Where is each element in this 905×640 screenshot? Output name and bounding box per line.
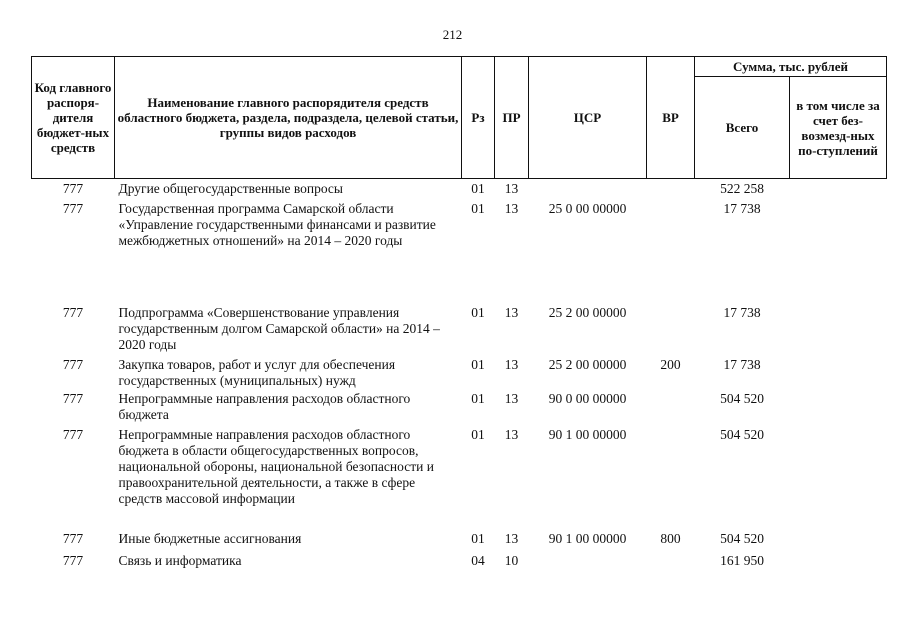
cell-name: Другие общегосударственные вопросы (118, 181, 343, 196)
header-rz: Рз (462, 57, 495, 179)
table-header (32, 57, 887, 179)
cell-rz: 01 (471, 200, 485, 216)
cell-rz: 01 (471, 530, 485, 546)
table-row (32, 427, 887, 531)
cell-total: 17 738 (723, 356, 761, 372)
cell-code: 777 (62, 304, 84, 320)
header-csr: ЦСР (529, 57, 647, 179)
cell-vr (647, 391, 695, 427)
cell-rz: 01 (471, 304, 485, 320)
cell-pr: 13 (504, 200, 519, 216)
cell-code: 777 (62, 181, 84, 196)
cell-total: 504 520 (720, 530, 764, 546)
cell-name: Связь и информатика (118, 552, 242, 568)
table-row (32, 531, 887, 553)
header-code: Код главного распоря-дителя бюджет-ных средств (32, 57, 115, 179)
cell-gratuitous (790, 179, 887, 201)
cell-name: Государственная программа Самарской области «Управление государственными финансами и развитие межбюджетных отношений» на 2014 – 2020 годы (118, 200, 436, 248)
cell-rz: 01 (471, 390, 485, 406)
cell-total: 504 520 (720, 426, 764, 442)
cell-code: 777 (62, 200, 84, 216)
cell-total: 17 738 (723, 200, 761, 216)
cell-vr (647, 553, 695, 575)
table-row (32, 179, 887, 201)
cell-csr: 90 0 00 00000 (548, 390, 627, 406)
table-row (32, 201, 887, 305)
page-number: 212 (442, 27, 463, 42)
cell-code: 777 (62, 426, 84, 442)
cell-gratuitous (790, 201, 887, 305)
cell-pr: 13 (504, 181, 519, 196)
cell-csr: 25 2 00 00000 (548, 304, 627, 320)
cell-vr: 800 (660, 530, 681, 546)
cell-pr: 10 (504, 552, 519, 568)
cell-gratuitous (790, 391, 887, 427)
cell-gratuitous (790, 553, 887, 575)
cell-csr: 90 1 00 00000 (548, 426, 627, 442)
cell-code: 777 (62, 390, 84, 406)
cell-pr: 13 (504, 356, 519, 372)
cell-vr (647, 427, 695, 531)
table-row (32, 391, 887, 427)
cell-rz: 01 (471, 181, 485, 196)
header-vr: ВР (647, 57, 695, 179)
cell-csr: 25 0 00 00000 (548, 200, 627, 216)
header-sum-group: Сумма, тыс. рублей (695, 57, 887, 77)
cell-vr: 200 (660, 356, 681, 372)
cell-csr (529, 553, 647, 575)
cell-name: Подпрограмма «Совершенствование управления государственным долгом Самарской области» на 2014 – 2020 годы (118, 304, 440, 352)
cell-total: 522 258 (720, 181, 764, 196)
header-pr: ПР (495, 57, 529, 179)
cell-csr: 90 1 00 00000 (548, 530, 627, 546)
cell-total: 17 738 (723, 304, 761, 320)
cell-csr (529, 179, 647, 201)
cell-name: Иные бюджетные ассигнования (118, 530, 302, 546)
cell-rz: 01 (471, 356, 485, 372)
cell-pr: 13 (504, 304, 519, 320)
cell-gratuitous (790, 531, 887, 553)
budget-table (31, 56, 887, 575)
cell-total: 161 950 (720, 552, 764, 568)
cell-name: Непрограммные направления расходов областного бюджета в области общегосударственных вопросов, национальной обороны, национальной безопасности и правоохранительной деятельности, а также в сфере средств массовой информации (118, 426, 434, 506)
header-name: Наименование главного распорядителя средств областного бюджета, раздела, подраздела, целевой статьи, группы видов расходов (115, 57, 462, 179)
cell-pr: 13 (504, 530, 519, 546)
cell-code: 777 (62, 552, 84, 568)
cell-total: 504 520 (720, 390, 764, 406)
table-body (32, 179, 887, 575)
table-row (32, 305, 887, 357)
cell-vr (647, 201, 695, 305)
cell-pr: 13 (504, 390, 519, 406)
cell-pr: 13 (504, 426, 519, 442)
cell-vr (647, 179, 695, 201)
cell-gratuitous (790, 427, 887, 531)
cell-rz: 04 (471, 552, 485, 568)
cell-name: Непрограммные направления расходов областного бюджета (118, 390, 411, 422)
cell-name: Закупка товаров, работ и услуг для обеспечения государственных (муниципальных) нужд (118, 356, 396, 388)
cell-vr (647, 305, 695, 357)
header-total: Всего (695, 77, 790, 179)
cell-code: 777 (62, 356, 84, 372)
cell-csr: 25 2 00 00000 (548, 356, 627, 372)
cell-gratuitous (790, 357, 887, 391)
cell-code: 777 (62, 530, 84, 546)
cell-rz: 01 (471, 426, 485, 442)
table-row (32, 357, 887, 391)
table-row (32, 553, 887, 575)
cell-gratuitous (790, 305, 887, 357)
header-gratuitous: в том числе за счет без-возмезд-ных по-ступлений (790, 77, 887, 179)
